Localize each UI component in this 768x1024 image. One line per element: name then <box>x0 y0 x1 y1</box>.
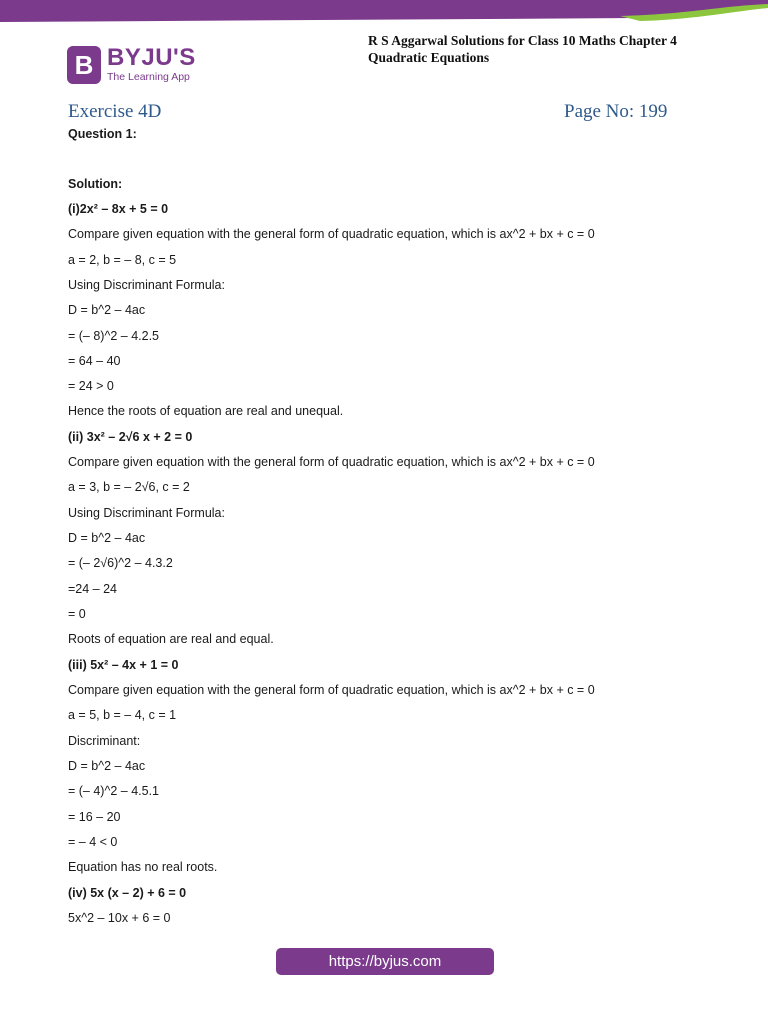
content-line: Using Discriminant Formula: <box>68 278 225 292</box>
footer-url-badge[interactable] <box>276 948 494 975</box>
content-line: D = b^2 – 4ac <box>68 303 146 317</box>
content-line: D = b^2 – 4ac <box>68 531 146 545</box>
content-line: Discriminant: <box>68 734 141 748</box>
footer-url-text[interactable]: https://byjus.com <box>328 953 442 970</box>
logo-wordmark: BYJU'S <box>107 44 196 71</box>
content-line: (i)2x² – 8x + 5 = 0 <box>68 202 169 216</box>
content-line: Compare given equation with the general form of quadratic equation, which is ax^2 + bx + c = 0 <box>68 455 595 469</box>
content-line: (ii) 3x² – 2√6 x + 2 = 0 <box>68 430 193 444</box>
content-line: a = 5, b = – 4, c = 1 <box>68 708 177 722</box>
logo-tagline: The Learning App <box>107 71 190 83</box>
content-line: Compare given equation with the general form of quadratic equation, which is ax^2 + bx + c = 0 <box>68 683 595 697</box>
content-line: Using Discriminant Formula: <box>68 506 225 520</box>
page-number: Page No: 199 <box>564 101 668 122</box>
content-line: Solution: <box>68 177 123 191</box>
content-line: = (– 4)^2 – 4.5.1 <box>68 784 159 798</box>
header-title-line-2: Quadratic Equations <box>368 50 490 65</box>
content-line: (iv) 5x (x – 2) + 6 = 0 <box>68 886 187 900</box>
content-line: = 16 – 20 <box>68 810 121 824</box>
logo-mark-letter: B <box>74 50 94 80</box>
document-header-title <box>368 32 728 66</box>
content-line: = – 4 < 0 <box>68 835 118 849</box>
content-line: a = 2, b = – 8, c = 5 <box>68 253 177 267</box>
top-decorative-band <box>0 0 768 24</box>
content-line: Equation has no real roots. <box>68 860 218 874</box>
content-line: = 64 – 40 <box>68 354 121 368</box>
content-line: Question 1: <box>68 127 137 141</box>
content-line: a = 3, b = – 2√6, c = 2 <box>68 480 190 494</box>
content-line: = (– 2√6)^2 – 4.3.2 <box>68 556 173 570</box>
content-line: = (– 8)^2 – 4.2.5 <box>68 329 159 343</box>
content-line: Compare given equation with the general form of quadratic equation, which is ax^2 + bx + c = 0 <box>68 227 595 241</box>
header-title-line-1: R S Aggarwal Solutions for Class 10 Maths Chapter 4 <box>368 33 677 48</box>
content-line: Roots of equation are real and equal. <box>68 632 274 646</box>
byjus-logo <box>67 46 207 88</box>
exercise-heading: Exercise 4D <box>68 101 162 122</box>
content-line: D = b^2 – 4ac <box>68 759 146 773</box>
content-line: Hence the roots of equation are real and unequal. <box>68 404 344 418</box>
content-line: (iii) 5x² – 4x + 1 = 0 <box>68 658 179 672</box>
content-line: = 24 > 0 <box>68 379 114 393</box>
content-line: 5x^2 – 10x + 6 = 0 <box>68 911 171 925</box>
content-line: = 0 <box>68 607 86 621</box>
logo-mark-icon <box>67 46 101 84</box>
content-line: =24 – 24 <box>68 582 118 596</box>
